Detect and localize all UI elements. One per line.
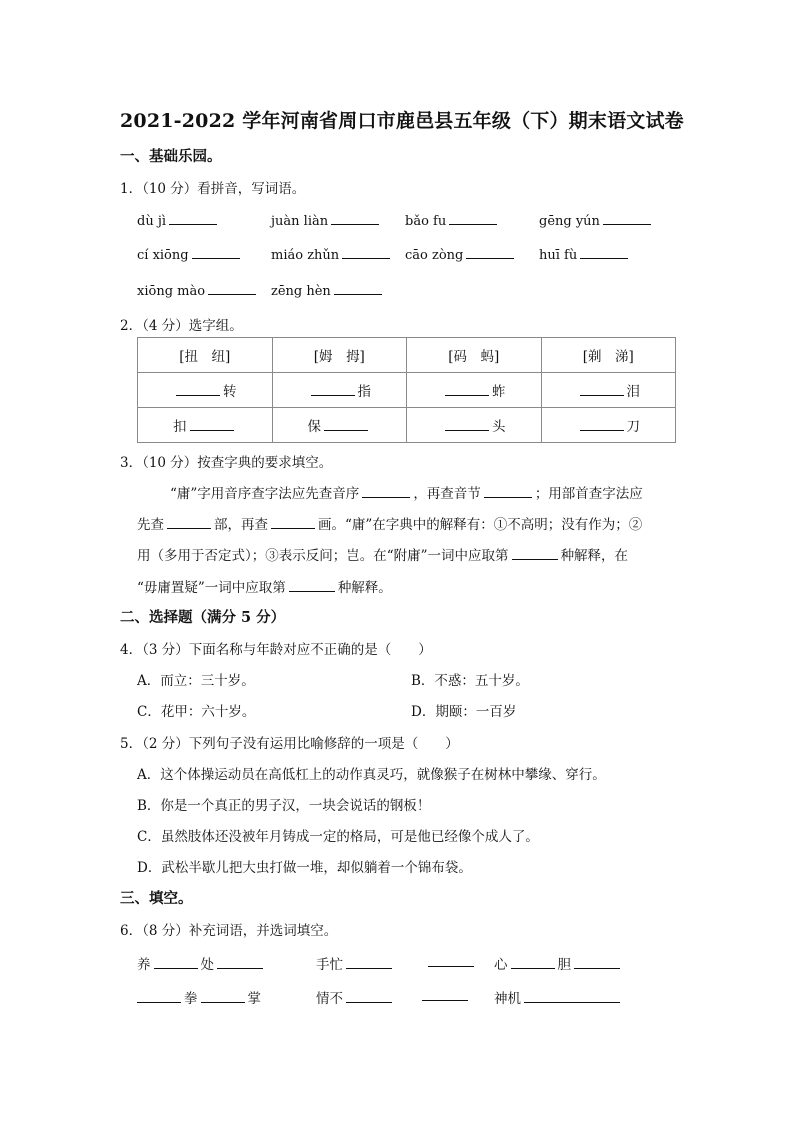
q3-line-2 (137, 513, 642, 533)
q3-text: ，再查音节 (413, 486, 481, 502)
q3-text: 种解释。 (337, 580, 392, 596)
option-b[interactable]: B．你是一个真正的男子汉，一块会说话的钢板！ (137, 798, 431, 814)
idiom-fill-item (425, 953, 477, 971)
q3-text: “毋庸置疑”一词中应取第 (137, 580, 286, 596)
pinyin-item (405, 211, 500, 229)
idiom-fill-item (419, 987, 471, 1005)
pinyin-text: cāo zòng (405, 248, 464, 263)
idiom-char: 神机 (494, 991, 521, 1007)
table-cell (272, 373, 407, 408)
answer-blank[interactable] (331, 211, 379, 225)
q3-text: 部，再查 (214, 517, 268, 533)
question-2-label: 2．（4 分）选字组。 (120, 318, 243, 334)
q3-text: ；用部首查字法应 (534, 486, 643, 502)
page-title: 2021-2022 学年河南省周口市鹿邑县五年级（下）期末语文试卷 (120, 110, 684, 132)
answer-blank[interactable] (154, 955, 198, 969)
table-header-cell: [扭 纽] (138, 338, 273, 373)
table-header-cell: [姆 拇] (272, 338, 407, 373)
q3-text: “庸”字用音序查字法应先查音序 (170, 486, 360, 502)
idiom-fill-item (316, 953, 395, 973)
idiom-char: 拳 (184, 991, 198, 1007)
table-cell (541, 373, 676, 408)
answer-blank[interactable] (271, 515, 315, 529)
table-row (138, 373, 676, 408)
answer-blank[interactable] (428, 953, 474, 967)
answer-blank[interactable] (137, 989, 181, 1003)
cell-text: 头 (492, 419, 506, 435)
q3-line-3 (137, 544, 628, 564)
cell-text: 转 (223, 384, 237, 400)
answer-blank[interactable] (176, 382, 220, 396)
answer-blank[interactable] (422, 987, 468, 1001)
table-cell (138, 408, 273, 443)
pinyin-item (137, 245, 243, 263)
pinyin-item (271, 281, 385, 299)
question-1-label: 1．（10 分）看拼音，写词语。 (120, 181, 306, 197)
q3-text: 用（多用于否定式）；③表示反问；岂。在“附庸”一词中应取第 (137, 548, 509, 564)
q3-text: 先查 (137, 517, 164, 533)
pinyin-text: juàn liàn (271, 214, 329, 229)
option-b[interactable]: B．不惑：五十岁。 (411, 673, 529, 689)
answer-blank[interactable] (362, 484, 410, 498)
idiom-fill-item (494, 953, 623, 973)
pinyin-item (271, 245, 393, 263)
answer-blank[interactable] (311, 382, 355, 396)
answer-blank[interactable] (445, 417, 489, 431)
answer-blank[interactable] (324, 417, 368, 431)
answer-blank[interactable] (201, 989, 245, 1003)
answer-blank[interactable] (466, 245, 514, 259)
answer-blank[interactable] (192, 245, 240, 259)
question-3-label: 3．（10 分）按查字典的要求填空。 (120, 455, 333, 471)
option-c[interactable]: C．花甲：六十岁。 (137, 704, 256, 720)
table-row (138, 408, 676, 443)
pinyin-text: zēng hèn (271, 284, 331, 299)
answer-blank[interactable] (449, 211, 497, 225)
question-6-label: 6．（8 分）补充词语，并选词填空。 (120, 923, 338, 939)
cell-text: 保 (307, 419, 321, 435)
answer-blank[interactable] (580, 382, 624, 396)
option-d[interactable]: D．武松半歇儿把大虫打做一堆，却似躺着一个锦布袋。 (137, 860, 472, 876)
pinyin-item (271, 211, 382, 229)
answer-blank[interactable] (342, 245, 390, 259)
answer-blank[interactable] (445, 382, 489, 396)
answer-blank[interactable] (208, 281, 256, 295)
pinyin-text: gēng yún (539, 214, 600, 229)
pinyin-text: bǎo fu (405, 214, 447, 229)
answer-blank[interactable] (346, 989, 392, 1003)
pinyin-text: xiōng mào (137, 284, 206, 299)
answer-blank[interactable] (484, 484, 532, 498)
answer-blank[interactable] (289, 578, 335, 592)
pinyin-item (539, 245, 631, 263)
question-4-label: 4．（3 分）下面名称与年龄对应不正确的是（ ） (120, 642, 432, 658)
section-heading-2: 二、选择题（满分 5 分） (120, 609, 286, 626)
section-heading-1: 一、基础乐园。 (120, 148, 222, 165)
answer-blank[interactable] (512, 546, 558, 560)
cell-text: 蚱 (492, 384, 506, 400)
answer-blank[interactable] (167, 515, 211, 529)
answer-blank[interactable] (334, 281, 382, 295)
idiom-char: 手忙 (316, 957, 343, 973)
table-header-cell: [剃 涕] (541, 338, 676, 373)
answer-blank[interactable] (217, 955, 263, 969)
idiom-char: 养 (137, 957, 151, 973)
q3-text: 画。“庸”在字典中的解释有：①不高明；没有作为；② (318, 517, 643, 533)
table-cell (272, 408, 407, 443)
table-header-cell: [码 蚂] (407, 338, 542, 373)
idiom-fill-item (316, 987, 395, 1007)
pinyin-item (539, 211, 654, 229)
answer-blank[interactable] (603, 211, 651, 225)
answer-blank[interactable] (580, 417, 624, 431)
pinyin-text: dù jì (137, 214, 167, 229)
section-heading-3: 三、填空。 (120, 890, 193, 907)
answer-blank[interactable] (524, 989, 620, 1003)
pinyin-text: huī fù (539, 248, 578, 263)
cell-text: 泪 (626, 384, 640, 400)
answer-blank[interactable] (169, 211, 217, 225)
pinyin-item (137, 211, 220, 229)
answer-blank[interactable] (580, 245, 628, 259)
q3-text: 种解释，在 (560, 548, 629, 564)
answer-blank[interactable] (190, 417, 234, 431)
idiom-char: 处 (200, 957, 214, 973)
q3-line-1 (170, 482, 643, 502)
idiom-char: 心 (494, 957, 508, 973)
question-5-label: 5．（2 分）下列句子没有运用比喻修辞的一项是（ ） (120, 736, 459, 752)
option-c[interactable]: C．虽然肢体还没被年月铸成一定的格局，可是他已经像个成人了。 (137, 829, 539, 845)
table-cell (407, 373, 542, 408)
idiom-fill-row-1 (137, 953, 266, 973)
q3-line-4 (137, 576, 392, 596)
idiom-char: 胆 (557, 957, 571, 973)
character-choice-table (137, 337, 676, 443)
cell-text: 刀 (626, 419, 640, 435)
answer-blank[interactable] (346, 955, 392, 969)
table-cell (138, 373, 273, 408)
idiom-fill-item (494, 987, 623, 1007)
table-header-row (138, 338, 676, 373)
table-cell (541, 408, 676, 443)
option-d[interactable]: D．期颐：一百岁 (411, 704, 517, 720)
pinyin-text: miáo zhǔn (271, 248, 340, 263)
pinyin-item (405, 245, 517, 263)
cell-text: 指 (357, 384, 371, 400)
idiom-fill-row-2 (137, 987, 261, 1007)
pinyin-item (137, 281, 259, 299)
answer-blank[interactable] (574, 955, 620, 969)
option-a[interactable]: A．而立：三十岁。 (137, 673, 255, 689)
pinyin-text: cí xiōng (137, 248, 189, 263)
cell-text: 扣 (173, 419, 187, 435)
idiom-char: 掌 (247, 991, 261, 1007)
table-cell (407, 408, 542, 443)
idiom-char: 情不 (316, 991, 343, 1007)
answer-blank[interactable] (511, 955, 555, 969)
option-a[interactable]: A．这个体操运动员在高低杠上的动作真灵巧，就像猴子在树林中攀缘、穿行。 (137, 767, 606, 783)
